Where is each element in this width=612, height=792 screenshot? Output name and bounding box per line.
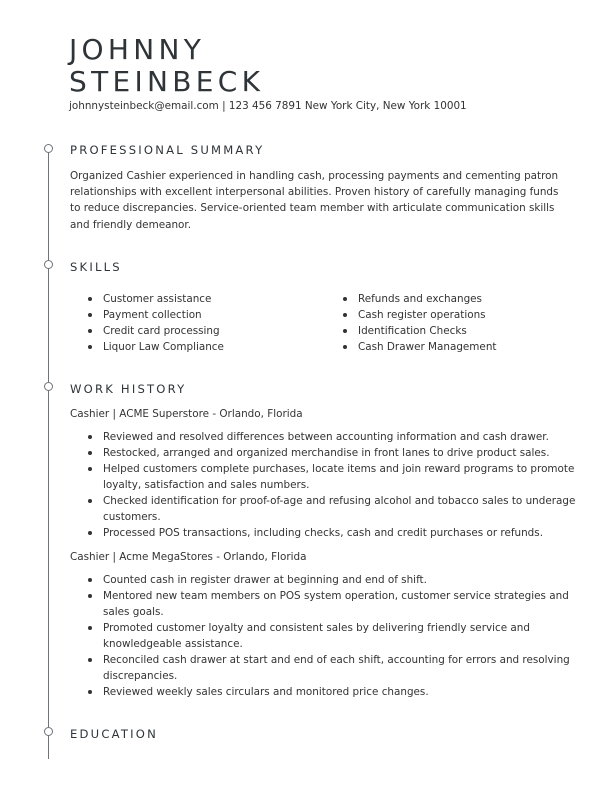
timeline-line	[48, 148, 49, 759]
section-title-skills: SKILLS	[70, 260, 122, 274]
job-bullet: Restocked, arranged and organized merchandise in front lanes to drive product sales.	[103, 445, 583, 461]
timeline-dot-education	[44, 727, 53, 736]
section-title-education: EDUCATION	[70, 727, 158, 741]
section-title-work: WORK HISTORY	[70, 382, 187, 396]
job-bullet: Reviewed weekly sales circulars and monitored price changes.	[103, 684, 583, 700]
job-bullets	[103, 572, 583, 700]
skill-item: Cash Drawer Management	[358, 341, 497, 353]
candidate-name	[69, 34, 264, 98]
timeline-dot-skills	[44, 260, 53, 269]
job-bullet: Reconciled cash drawer at start and end of each shift, accounting for errors and resolving discrepancies.	[103, 652, 583, 684]
job-bullet: Helped customers complete purchases, locate items and join reward programs to promote loyalty, satisfaction and sales numbers.	[103, 461, 583, 493]
timeline-dot-summary	[44, 144, 53, 153]
skill-item: Identification Checks	[358, 323, 496, 339]
section-title-summary: PROFESSIONAL SUMMARY	[70, 143, 265, 157]
job-bullet: Promoted customer loyalty and consistent sales by delivering friendly service and knowledgeable assistance.	[103, 620, 583, 652]
skill-item: Credit card processing	[103, 323, 224, 339]
first-name: JOHNNY	[69, 33, 206, 66]
summary-text: Organized Cashier experienced in handling cash, processing payments and cementing patron relationships with excellent interpersonal abilities. Proven history of carefully managing funds to reduce discrepancies. Service-oriented team member with articulate communication skills and friendly demeanor.	[70, 170, 559, 231]
skills-list-left	[103, 291, 224, 355]
last-name: STEINBECK	[69, 65, 265, 98]
skill-item: Payment collection	[103, 307, 224, 323]
skill-item: Refunds and exchanges	[358, 291, 496, 307]
job-bullet: Reviewed and resolved differences between accounting information and cash drawer.	[103, 429, 583, 445]
job-bullet: Checked identification for proof-of-age and refusing alcohol and tobacco sales to underage customers.	[103, 493, 583, 525]
timeline-dot-work	[44, 382, 53, 391]
skill-item: Customer assistance	[103, 291, 224, 307]
job-bullets	[103, 429, 583, 541]
skills-list-right	[358, 291, 496, 355]
skill-item: Cash register operations	[358, 307, 496, 323]
job-bullet: Mentored new team members on POS system operation, customer service strategies and sales goals.	[103, 588, 583, 620]
skill-item: Liquor Law Compliance	[103, 341, 224, 353]
job-heading: Cashier | ACME Superstore - Orlando, Florida	[70, 408, 303, 420]
job-bullet: Processed POS transactions, including checks, cash and credit purchases or refunds.	[103, 525, 583, 541]
job-heading: Cashier | Acme MegaStores - Orlando, Florida	[70, 551, 307, 563]
job-bullet: Counted cash in register drawer at beginning and end of shift.	[103, 572, 583, 588]
contact-info: johnnysteinbeck@email.com | 123 456 7891 New York City, New York 10001	[69, 100, 467, 112]
